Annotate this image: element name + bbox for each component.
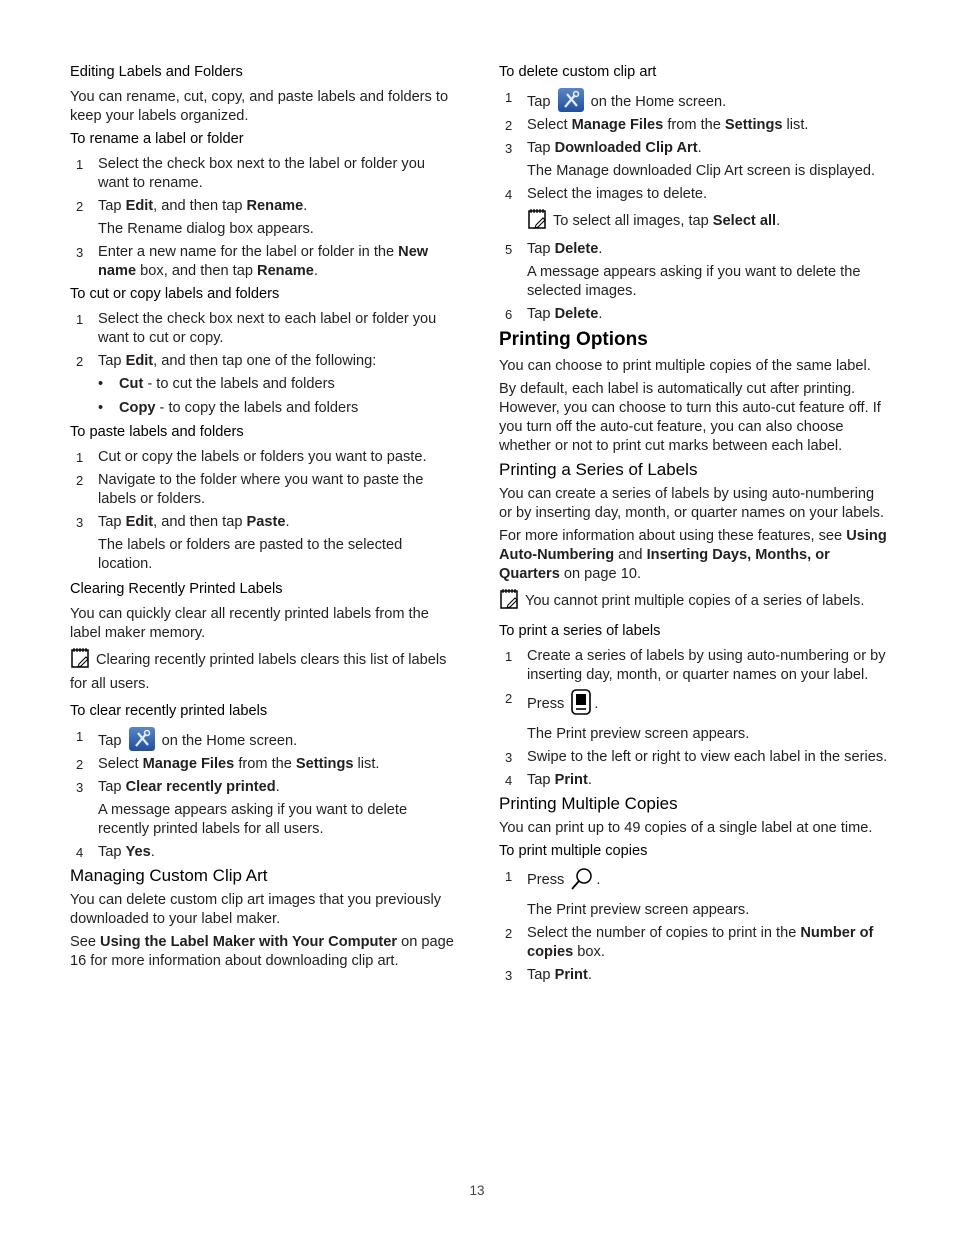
settings-tools-icon [129, 727, 155, 751]
paste-step-2: 2 Navigate to the folder where you want to paste the labels or folders. [76, 472, 424, 507]
settings-tools-icon [558, 88, 584, 112]
step-number: 1 [76, 157, 84, 172]
step-number: 4 [505, 773, 513, 788]
step-number: 2 [505, 691, 513, 706]
procedure-title-delete-clip-art: To delete custom clip art [499, 64, 657, 80]
step-number: 2 [76, 473, 84, 488]
procedure-title-clear: To clear recently printed labels [70, 703, 268, 719]
rename-step-2-result: The Rename dialog box appears. [98, 221, 314, 237]
rename-step-1: 1 Select the check box next to the label or folder you want to rename. [76, 156, 425, 191]
clear-step-4: 4 Tap Yes. [76, 844, 155, 860]
step-number: 3 [505, 750, 513, 765]
printing-options-p1: You can choose to print multiple copies of the same label. [499, 358, 871, 374]
step-number: 4 [76, 845, 84, 860]
step-number: 1 [76, 729, 84, 744]
step-number: 1 [505, 869, 513, 884]
step-number: 1 [76, 450, 84, 465]
step-number: 3 [76, 780, 84, 795]
heading-printing-options: Printing Options [499, 329, 648, 350]
editing-intro: You can rename, cut, copy, and paste labels and folders to keep your labels organized. [70, 89, 449, 124]
step-number: 3 [76, 515, 84, 530]
series-intro: You can create a series of labels by using auto-numbering or by inserting day, month, or quarter names on your labels. [499, 486, 885, 521]
step-number: 1 [76, 312, 84, 327]
delete-step-2: 2 Select Manage Files from the Settings list. [505, 117, 809, 133]
delete-step-4-note: To select all images, tap Select all. [499, 208, 889, 236]
procedure-title-print-multiple: To print multiple copies [499, 843, 648, 859]
left-column [70, 63, 454, 975]
step-number: 3 [505, 968, 513, 983]
paste-step-3-result: The labels or folders are pasted to the selected location. [98, 537, 403, 572]
clear-step-2: 2 Select Manage Files from the Settings list. [76, 756, 380, 772]
clearing-intro: You can quickly clear all recently printed labels from the label maker memory. [70, 606, 429, 641]
cut-step-2: 2 Tap Edit, and then tap one of the following: [76, 353, 377, 369]
delete-step-3: 3 Tap Downloaded Clip Art. [505, 140, 702, 156]
series-step-2-result: The Print preview screen appears. [527, 726, 750, 742]
delete-step-5: 5 Tap Delete. [505, 241, 603, 257]
step-number: 5 [505, 242, 513, 257]
section-title-clip-art: Managing Custom Clip Art [70, 866, 268, 885]
notepad-note-icon [527, 208, 549, 236]
section-title-series: Printing a Series of Labels [499, 460, 698, 479]
notepad-note-icon [70, 647, 92, 675]
step-number: 2 [76, 354, 84, 369]
procedure-title-cut-copy: To cut or copy labels and folders [70, 286, 280, 302]
procedure-title-paste: To paste labels and folders [70, 424, 244, 440]
series-step-3: 3 Swipe to the left or right to view each label in the series. [505, 749, 888, 765]
clear-step-3-result: A message appears asking if you want to delete recently printed labels for all users. [98, 802, 408, 837]
series-step-4: 4 Tap Print. [505, 772, 592, 788]
copy-bullet: • Copy - to copy the labels and folders [70, 399, 454, 418]
multi-step-1-result: The Print preview screen appears. [527, 902, 750, 918]
multi-step-2: 2 Select the number of copies to print in the Number of copies box. [505, 925, 874, 960]
step-number: 4 [505, 187, 513, 202]
clearing-note: Clearing recently printed labels clears this list of labels for all users. [70, 647, 454, 694]
procedure-title-rename: To rename a label or folder [70, 131, 244, 147]
rename-step-2: 2 Tap Edit, and then tap Rename. [76, 198, 308, 214]
right-column [499, 63, 889, 989]
section-title-editing: Editing Labels and Folders [70, 64, 243, 80]
step-number: 2 [505, 118, 513, 133]
print-button-icon [569, 689, 593, 721]
clip-art-intro: You can delete custom clip art images that you previously downloaded to your label maker. [70, 892, 441, 927]
step-number: 6 [505, 307, 513, 322]
delete-step-1: 1 Tap on the Home screen. [505, 90, 727, 110]
series-step-1: 1 Create a series of labels by using auto-numbering or by inserting day, month, or quarter names on your label. [505, 648, 886, 683]
multiple-copies-intro: You can print up to 49 copies of a single label at one time. [499, 820, 873, 836]
page-number: 13 [469, 1183, 485, 1198]
multi-step-3: 3 Tap Print. [505, 967, 592, 983]
multi-step-1: 1 Press . [499, 867, 889, 897]
step-number: 3 [505, 141, 513, 156]
paste-step-3: 3 Tap Edit, and then tap Paste. [76, 514, 290, 530]
clip-art-see-also: See Using the Label Maker with Your Computer on page 16 for more information about downloading clip art. [70, 934, 454, 969]
step-number: 1 [505, 649, 513, 664]
cut-bullet: • Cut - to cut the labels and folders [70, 375, 454, 394]
step-number: 2 [505, 926, 513, 941]
delete-step-3-result: The Manage downloaded Clip Art screen is displayed. [527, 163, 876, 179]
step-number: 1 [505, 90, 513, 105]
rename-step-3: 3 Enter a new name for the label or folder in the New name box, and then tap Rename. [76, 244, 429, 279]
step-number: 2 [76, 757, 84, 772]
delete-step-4: 4 Select the images to delete. [505, 186, 708, 202]
step-number: 2 [76, 199, 84, 214]
section-title-multiple-copies: Printing Multiple Copies [499, 794, 678, 813]
preview-magnifier-icon [569, 867, 595, 897]
delete-step-5-result: A message appears asking if you want to delete the selected images. [527, 264, 861, 299]
procedure-title-print-series: To print a series of labels [499, 623, 661, 639]
section-title-clearing: Clearing Recently Printed Labels [70, 581, 283, 597]
cut-step-1: 1 Select the check box next to each label or folder you want to cut or copy. [76, 311, 437, 346]
notepad-note-icon [499, 588, 521, 616]
series-note: You cannot print multiple copies of a series of labels. [499, 588, 889, 616]
series-see-also: For more information about using these features, see Using Auto-Numbering and Inserting Days, Months, or Quarters on page 10. [499, 528, 887, 582]
series-step-2: 2 Press . [499, 689, 889, 721]
clear-step-1: 1 Tap on the Home screen. [76, 729, 298, 749]
delete-step-6: 6 Tap Delete. [505, 306, 603, 322]
step-number: 3 [76, 245, 84, 260]
clear-step-3: 3 Tap Clear recently printed. [76, 779, 280, 795]
printing-options-p2: By default, each label is automatically cut after printing. However, you can choose to turn this auto-cut feature off. If you turn off the auto-cut feature, you can also choose whether or not to print cut marks between each label. [499, 381, 881, 454]
paste-step-1: 1 Cut or copy the labels or folders you want to paste. [76, 449, 427, 465]
